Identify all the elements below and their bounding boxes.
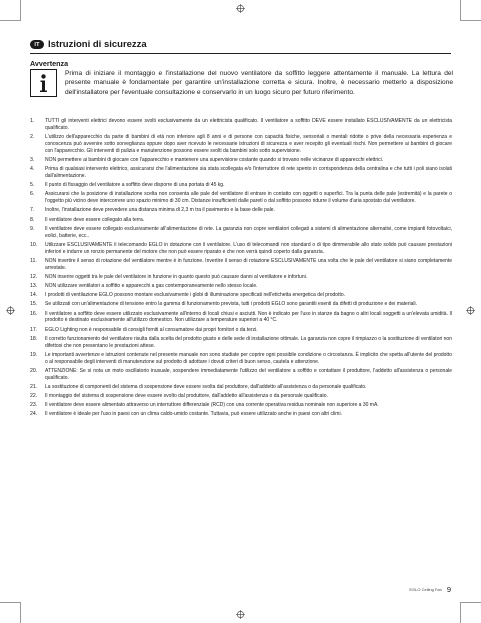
list-item-number: 23. bbox=[30, 402, 38, 409]
list-item-number: 11. bbox=[30, 257, 37, 264]
list-item-text: NON utilizzare ventilatori a soffitto e apparecchi a gas contemporaneamente nello stesso locale. bbox=[45, 283, 258, 289]
list-item-number: 17. bbox=[30, 326, 38, 333]
list-item bbox=[30, 166, 452, 180]
list-item bbox=[30, 336, 452, 350]
list-item bbox=[30, 368, 452, 382]
language-badge: IT bbox=[30, 40, 44, 49]
list-item bbox=[30, 283, 452, 290]
list-item-text: NON inserire oggetti tra le pale del ventilatore in funzione in quanto questo può causare danni al ventilatore e infortuni. bbox=[45, 273, 308, 280]
list-item-number: 24. bbox=[30, 411, 38, 418]
warning-heading: Avvertenza bbox=[30, 59, 69, 68]
registration-mark-icon bbox=[466, 306, 475, 315]
intro-text: Prima di iniziare il montaggio e l'installazione del nuovo ventilatore da soffitto leggere attentamente il manuale. La lettura del presente manuale è fondamentale per garantire un'installazione corretta e sicura. Inoltre, è necessario metterlo a disposizione dell'installatore per l'eventuale consultazione e conservarlo in un luogo sicuro per futuro riferimento. bbox=[65, 70, 453, 96]
list-item-number: 16. bbox=[30, 310, 38, 317]
list-item-number: 6. bbox=[30, 191, 35, 198]
list-item-number: 8. bbox=[30, 216, 35, 223]
list-item-number: 18. bbox=[30, 335, 38, 342]
list-item-number: 15. bbox=[30, 301, 38, 308]
registration-mark-icon bbox=[236, 4, 245, 13]
list-item bbox=[30, 384, 452, 391]
list-item-text: Il ventilatore deve essere collegato esclusivamente all'alimentazione di rete. La garanzia non copre ventilatori collegati a sistemi di alimentazione alternativi, come impianti fotovoltaici, eolici, batterie, ecc.. bbox=[45, 225, 452, 239]
list-item-number: 3. bbox=[30, 156, 35, 163]
list-item bbox=[30, 393, 452, 400]
list-item bbox=[30, 258, 452, 272]
list-item-number: 19. bbox=[30, 351, 38, 358]
list-item-number: 21. bbox=[30, 383, 38, 390]
list-item bbox=[30, 402, 452, 409]
list-item bbox=[30, 242, 452, 256]
list-item-text: TUTTI gli interventi elettrici devono essere svolti esclusivamente da un elettricista qualificato. Il ventilatore a soffitto DEVE essere installato ESCLUSIVAMENTE da un elettricista qualificato. bbox=[45, 118, 452, 131]
info-icon bbox=[30, 69, 57, 97]
list-item-number: 12. bbox=[30, 273, 38, 280]
list-item-number: 4. bbox=[30, 166, 35, 173]
list-item bbox=[30, 182, 452, 189]
list-item bbox=[30, 301, 452, 308]
list-item bbox=[30, 191, 452, 205]
list-item bbox=[30, 207, 452, 214]
list-item-text: Il corretto funzionamento del ventilatore risulta dalla scelta del prodotto giusto e delle sede di installazione ottimale. La garanzia non copre il rimpiazzo o la sostituzione di ventilatori non difettosi che non presentano le prestazioni attese. bbox=[45, 335, 452, 349]
list-item-number: 2. bbox=[30, 134, 35, 141]
list-item-text: EGLO Lighting non è responsabile di consigli forniti al consumatore dai propri fornitori o da terzi. bbox=[45, 326, 258, 333]
footer-brand: EGLO Ceiling Fan bbox=[409, 587, 442, 592]
list-item bbox=[30, 274, 452, 281]
list-item-text: Il ventilatore è ideale per l'uso in paesi con un clima caldo-umido costante. Tuttavia, può essere utilizzato anche in paesi con altri climi. bbox=[45, 411, 342, 418]
list-item-text: Le importanti avvertenze e istruzioni contenute nel presente manuale non sono studiate per coprire ogni possibile condizione o circostanza. È implicito che spetta all'utente del prodotto o al responsabile degli interventi di manutenzione sul prodotto di adottare i dovuti criteri di buon senso, cautela e attenzione. bbox=[45, 351, 452, 365]
list-item bbox=[30, 327, 452, 334]
registration-mark-icon bbox=[236, 610, 245, 619]
list-item bbox=[30, 311, 452, 325]
registration-mark-icon bbox=[6, 306, 15, 315]
page-title: Istruzioni di sicurezza bbox=[48, 39, 147, 50]
crop-mark-top-right bbox=[460, 0, 481, 21]
safety-instructions-list bbox=[30, 118, 452, 421]
list-item bbox=[30, 118, 452, 132]
list-item-number: 5. bbox=[30, 182, 35, 189]
list-item-text: Il ventilatore deve essere alimentato attraverso un interruttore differenziale (RCD) con una corrente operativa residua nominale non superiore a 30 mA. bbox=[45, 402, 379, 409]
crop-mark-top-left bbox=[0, 0, 21, 21]
list-item-text: Il montaggio del sistema di sospensione deve essere svolto dal produttore, dall'addetto all'assistenza o da personale qualificato. bbox=[45, 393, 328, 400]
list-item bbox=[30, 226, 452, 240]
list-item-text: Prima di qualsiasi intervento elettrico, assicurarsi che l'alimentazione sia stata scollegata e/o l'interruttore di rete spento in corrispondenza della centralina e che tutti i poli siano isolati dall'alimentazione. bbox=[45, 166, 452, 179]
list-item-text: Se utilizzati con un'alimentazione di tensione entro la gamma di funzionamento prevista, tutti i prodotti EGLO sono garantiti esenti da difetti di produzione e dei materiali. bbox=[45, 301, 417, 308]
list-item-text: Il ventilatore a soffitto deve essere utilizzato esclusivamente all'interno di locali chiusi e asciutti. Non è indicato per l'uso in stanze da bagno o altri locali soggetti a un'elevata umidità. Il prodotto è destinato esclusivamente all'utilizzo domestico. Non utilizzare a temperature superiori a 40 °C. bbox=[45, 310, 452, 324]
list-item-text: NON invertire il senso di rotazione del ventilatore mentre è in funzione. Invertire il senso di rotazione ESCLUSIVAMENTE una volta che le pale del ventilatore si siano completamente arrestate. bbox=[45, 257, 452, 271]
list-item bbox=[30, 134, 452, 155]
page-footer bbox=[409, 585, 451, 594]
page-number: 9 bbox=[446, 585, 451, 594]
list-item-text: Utilizzare ESCLUSIVAMENTE il telecomando EGLO in dotazione con il ventilatore. L'uso di telecomandi non standard o di tipo dimmerabile allo stato solido può causare prestazioni inferiori e indurre un ronzio permanente del motore che non può essere riparato e che non verrà quindi coperto dalla garanzia. bbox=[45, 241, 452, 255]
list-item-number: 1. bbox=[30, 118, 35, 124]
list-item-number: 20. bbox=[30, 367, 38, 374]
list-item-text: NON permettere ai bambini di giocare con l'apparecchio e mantenere una supervisione costante quando si trovano nelle vicinanze di apparecchi elettrici. bbox=[45, 156, 384, 163]
list-item-number: 9. bbox=[30, 225, 35, 232]
list-item bbox=[30, 217, 452, 224]
list-item-text: La sostituzione di componenti del sistema di sospensione deve essere svolta dal produttore, dall'addetto all'assistenza o da personale qualificato. bbox=[45, 383, 367, 390]
list-item bbox=[30, 157, 452, 164]
list-item-number: 10. bbox=[30, 241, 38, 248]
crop-mark-bottom-right bbox=[460, 602, 481, 623]
list-item-text: I prodotti di ventilazione EGLO possono montare esclusivamente i globi di illuminazione specificati nell'etichetta energetica del prodotto. bbox=[45, 292, 346, 299]
list-item-number: 7. bbox=[30, 207, 35, 214]
list-item bbox=[30, 411, 452, 418]
intro-block bbox=[30, 69, 453, 97]
list-item-text: ATTENZIONE: Se si nota un moto oscillatorio inusuale, sospendere immediatamente l'utilizzo del ventilatore a soffitto e contattare il produttore, l'addetto all'assistenza o personale qualificato. bbox=[45, 367, 452, 381]
section-header bbox=[30, 39, 147, 50]
list-item-text: L'utilizzo dell'apparecchio da parte di bambini di età non inferiore agli 8 anni e di persone con capacità fisiche, sensoriali o mentali ridotte o prive della necessaria esperienza e conoscenza può avvenire sotto sorveglianza oppure dopo aver ricevuto le necessarie istruzioni di sicurezza e aver recepito gli eventuali rischi. Non permettere ai bambini di giocare con l'apparecchio. Gli interventi di pulizia e manutenzione possono essere svolti da bambini solo sotto supervisione. bbox=[45, 134, 452, 154]
list-item-text: Il punto di fissaggio del ventilatore a soffitto deve disporre di una portata di 45 kg. bbox=[45, 182, 225, 189]
crop-mark-bottom-left bbox=[0, 602, 21, 623]
list-item-text: Il ventilatore deve essere collegato alla terra. bbox=[45, 216, 145, 223]
list-item-number: 22. bbox=[30, 393, 38, 400]
list-item-number: 13. bbox=[30, 283, 38, 289]
title-divider bbox=[30, 53, 451, 54]
list-item-text: Inoltre, l'installazione deve prevedere una distanza minima di 2,3 m tra il pavimento e la base delle pale. bbox=[45, 207, 275, 214]
list-item bbox=[30, 352, 452, 366]
list-item bbox=[30, 292, 452, 299]
list-item-text: Assicurarsi che la posizione di installazione scelta non consenta alle pale del ventilatore di entrare in contatto con oggetti o superfici. Tra la punta delle pale (estremità) e la parete o l'oggetto più vicino deve intercorrere uno spazio minimo di 30 cm. Distanze insufficienti dalle pareti o dal soffitto possono ridurre il volume d'aria spostato dal ventilatore. bbox=[45, 191, 452, 205]
list-item-number: 14. bbox=[30, 292, 38, 299]
